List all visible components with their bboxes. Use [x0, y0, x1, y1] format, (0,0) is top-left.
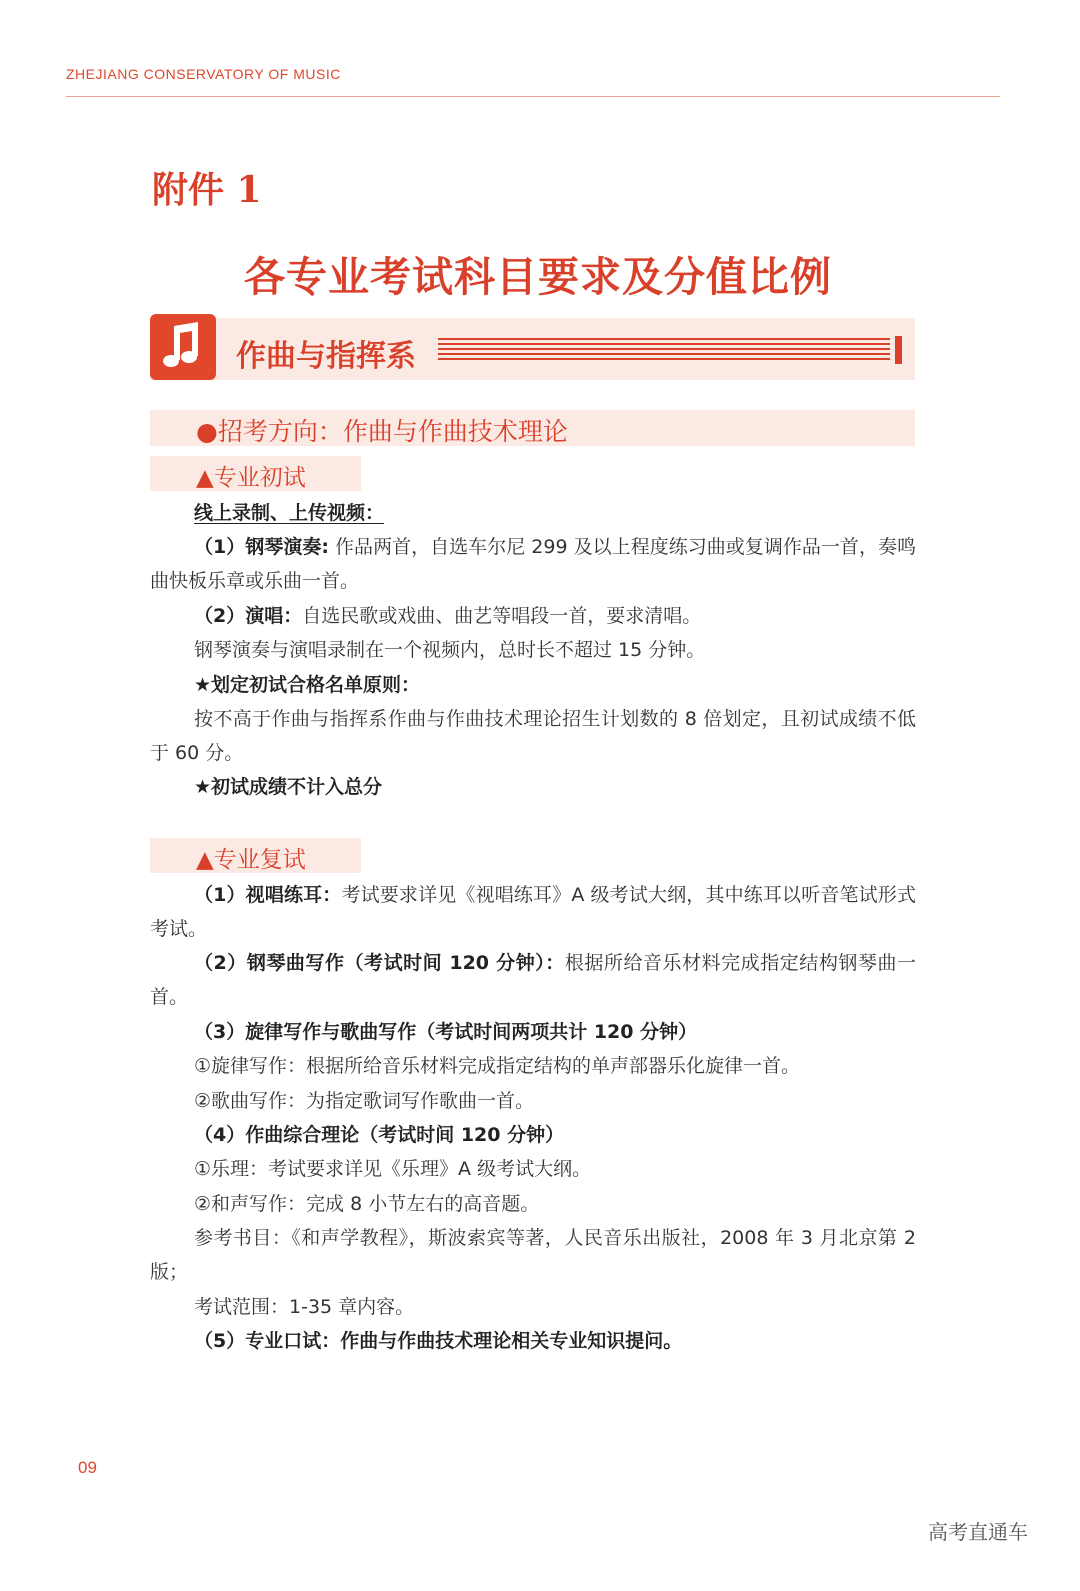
- retest-item-1: [150, 878, 916, 947]
- direction-banner: [150, 410, 915, 446]
- retest-item-5: [150, 1324, 916, 1358]
- retest-item-4-sub-1: ①乐理：考试要求详见《乐理》A 级考试大纲。: [194, 1158, 592, 1180]
- item-text: 根据所给音乐材料完成指定结构钢琴曲一首。: [150, 952, 916, 1009]
- item-label: （2）钢琴曲写作（考试时间 120 分钟）：: [194, 952, 565, 974]
- header-divider: [66, 96, 1000, 97]
- method-label: 线上录制、上传视频：: [194, 502, 385, 524]
- item-label: （1）视唱练耳：: [194, 884, 342, 906]
- direction-heading: ●招考方向：作曲与作曲技术理论: [196, 417, 568, 446]
- department-label: 作曲与指挥系: [236, 339, 416, 374]
- reference-books: 参考书目：《和声学教程》，斯波索宾等著，人民音乐出版社，2008 年 3 月北京第 2 版；: [150, 1227, 916, 1284]
- item-label: （3）旋律写作与歌曲写作（考试时间两项共计 120 分钟）: [194, 1021, 698, 1043]
- annex-label: 附件 1: [152, 169, 262, 211]
- retest-item-4: [150, 1118, 916, 1152]
- music-note-icon: [150, 314, 216, 380]
- watermark: 高考直通车: [928, 1520, 1028, 1544]
- score-note: [150, 770, 916, 804]
- rule-heading: [150, 668, 916, 702]
- rule-text: 按不高于作曲与指挥系作曲与作曲技术理论招生计划数的 8 倍划定，且初试成绩不低于 60 分。: [150, 708, 916, 765]
- preliminary-heading: ▲专业初试: [196, 465, 306, 491]
- retest-item-4-sub-2: ②和声写作：完成 8 小节左右的高音题。: [194, 1193, 540, 1215]
- item-label: （2）演唱：: [194, 605, 303, 627]
- preliminary-item-2: [150, 599, 916, 633]
- page-number: 09: [78, 1458, 97, 1477]
- retest-banner: [150, 838, 361, 873]
- staff-end-bar: [895, 336, 902, 364]
- music-staff-decoration: [438, 338, 890, 362]
- publisher-header: ZHEJIANG CONSERVATORY OF MUSIC: [66, 66, 341, 82]
- item-text: 作品两首，自选车尔尼 299 及以上程度练习曲或复调作品一首，奏鸣曲快板乐章或乐曲一首。: [150, 536, 916, 593]
- item-label: （5）专业口试：作曲与作曲技术理论相关专业知识提问。: [194, 1330, 683, 1352]
- retest-item-3: [150, 1015, 916, 1049]
- score-note-text: ★初试成绩不计入总分: [194, 776, 383, 798]
- preliminary-item-1: [150, 530, 916, 599]
- item-text: 自选民歌或戏曲、曲艺等唱段一首，要求清唱。: [302, 605, 702, 627]
- rule-heading-text: ★划定初试合格名单原则：: [194, 674, 421, 696]
- item-label: （4）作曲综合理论（考试时间 120 分钟）: [194, 1124, 565, 1146]
- retest-item-3-sub-2: ②歌曲写作：为指定歌词写作歌曲一首。: [194, 1090, 535, 1112]
- retest-heading: ▲专业复试: [196, 847, 306, 873]
- retest-item-3-sub-1: ①旋律写作：根据所给音乐材料完成指定结构的单声部器乐化旋律一首。: [194, 1055, 801, 1077]
- exam-scope: 考试范围：1-35 章内容。: [194, 1296, 415, 1318]
- retest-item-2: [150, 946, 916, 1015]
- preliminary-method: [150, 496, 916, 530]
- item-label: （1）钢琴演奏:: [194, 536, 329, 558]
- preliminary-note: 钢琴演奏与演唱录制在一个视频内，总时长不超过 15 分钟。: [194, 639, 706, 661]
- item-text: 考试要求详见《视唱练耳》A 级考试大纲，其中练耳以听音笔试形式考试。: [150, 884, 916, 941]
- department-banner: [150, 318, 915, 380]
- page-title: 各专业考试科目要求及分值比例: [244, 253, 832, 301]
- preliminary-banner: [150, 456, 361, 491]
